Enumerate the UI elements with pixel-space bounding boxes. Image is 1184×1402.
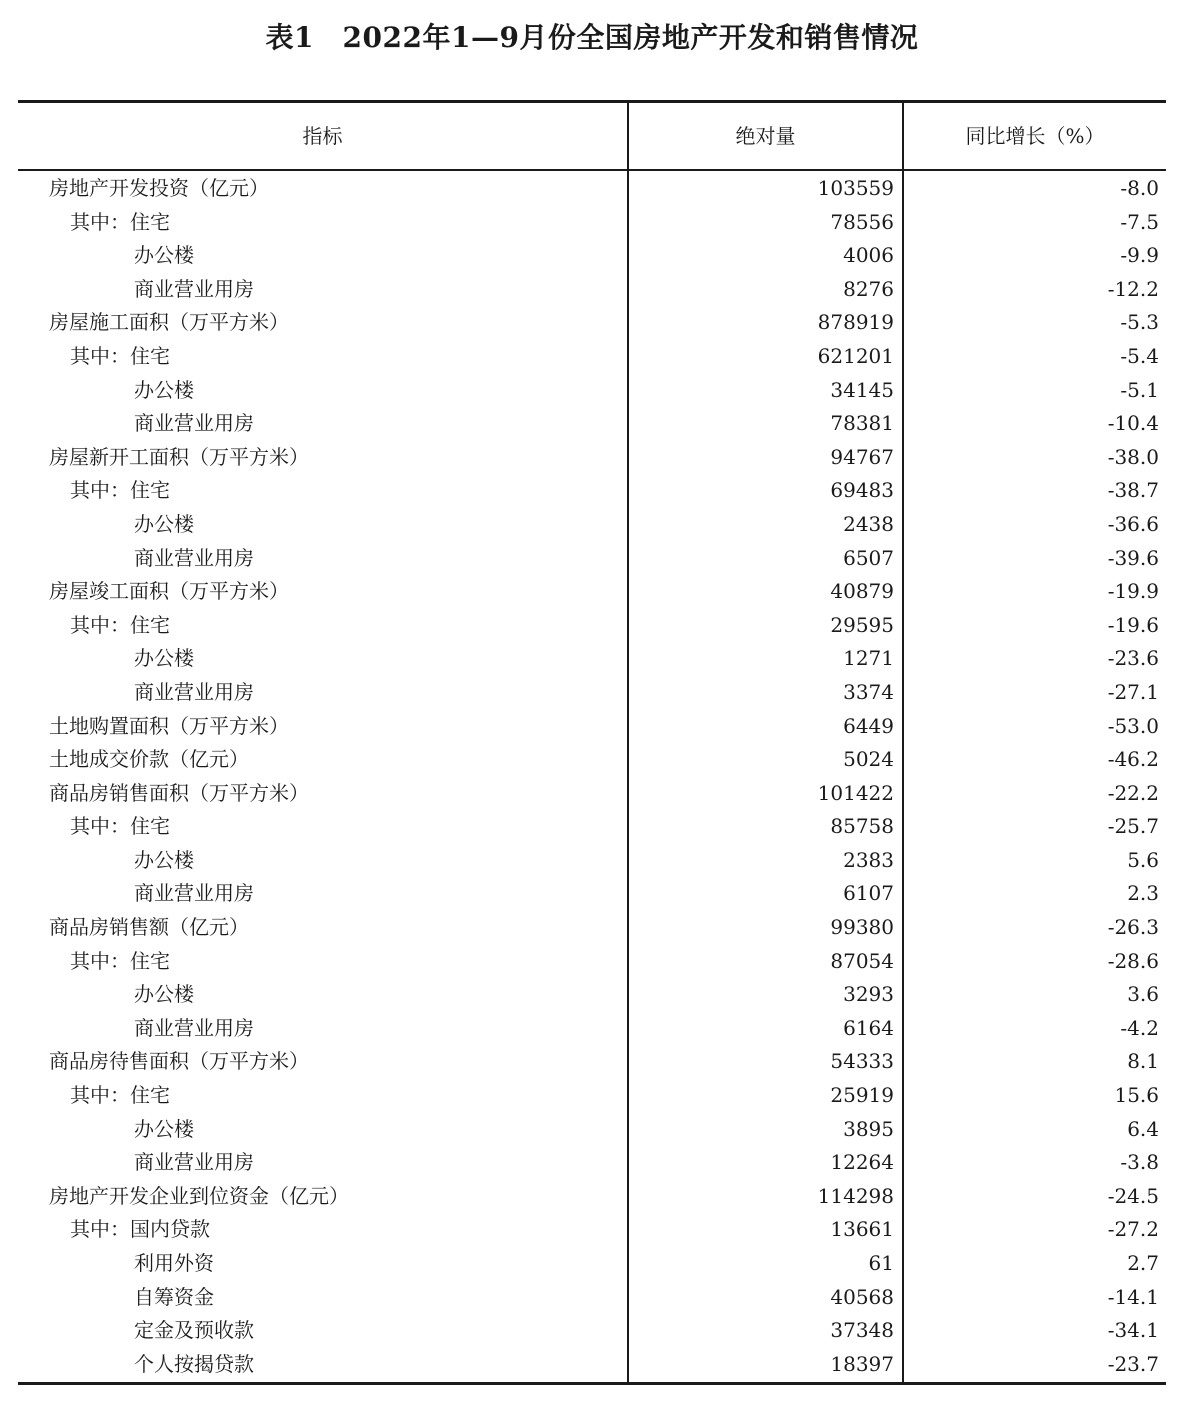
row-label: 商品房销售面积（万平方米） — [49, 780, 309, 805]
row-absolute-value: 8276 — [843, 276, 894, 301]
row-yoy-growth: -10.4 — [1107, 411, 1159, 436]
row-absolute-value: 103559 — [817, 176, 894, 200]
table-row — [18, 642, 1166, 676]
row-label: 办公楼 — [134, 1116, 194, 1141]
row-yoy-growth: -23.7 — [1107, 1351, 1159, 1376]
row-yoy-growth: -5.3 — [1120, 310, 1159, 335]
column-header-absolute: 绝对量 — [735, 124, 796, 148]
row-label: 商业营业用房 — [134, 411, 254, 436]
table-row — [18, 1012, 1166, 1046]
row-absolute-value: 94767 — [830, 444, 894, 469]
row-yoy-growth: -23.6 — [1107, 646, 1159, 671]
row-yoy-growth: -36.6 — [1107, 511, 1159, 536]
row-yoy-growth: 2.7 — [1127, 1251, 1159, 1275]
row-absolute-value: 29595 — [830, 612, 894, 637]
table-row — [18, 374, 1166, 408]
row-yoy-growth: -4.2 — [1120, 1015, 1159, 1040]
row-label: 商品房待售面积（万平方米） — [49, 1049, 309, 1074]
bottom-rule — [18, 1382, 1166, 1385]
row-yoy-growth: -19.9 — [1107, 579, 1159, 604]
row-yoy-growth: -25.7 — [1107, 814, 1159, 839]
row-absolute-value: 6449 — [843, 713, 894, 738]
row-label: 办公楼 — [134, 847, 194, 872]
row-yoy-growth: 6.4 — [1127, 1116, 1159, 1141]
table-row — [18, 877, 1166, 911]
row-absolute-value: 6107 — [843, 881, 894, 906]
row-yoy-growth: -24.5 — [1107, 1183, 1159, 1208]
row-yoy-growth: -28.6 — [1107, 948, 1159, 973]
table-row — [18, 1045, 1166, 1079]
row-yoy-growth: -27.2 — [1107, 1217, 1159, 1242]
table-row — [18, 508, 1166, 542]
row-label: 商品房销售额（亿元） — [49, 915, 249, 940]
row-label: 房屋施工面积（万平方米） — [49, 310, 289, 335]
table-row — [18, 743, 1166, 777]
row-absolute-value: 3895 — [843, 1116, 894, 1141]
row-yoy-growth: -5.1 — [1120, 377, 1159, 402]
row-absolute-value: 85758 — [830, 814, 894, 839]
row-absolute-value: 40879 — [830, 579, 894, 604]
row-label: 其中：住宅 — [70, 343, 170, 368]
row-yoy-growth: -26.3 — [1107, 915, 1159, 940]
row-label: 房地产开发企业到位资金（亿元） — [49, 1183, 349, 1208]
row-absolute-value: 878919 — [817, 310, 894, 335]
row-absolute-value: 6507 — [843, 545, 894, 570]
row-label: 商业营业用房 — [134, 276, 254, 301]
row-absolute-value: 2438 — [843, 511, 894, 536]
table-row — [18, 239, 1166, 273]
table-row — [18, 273, 1166, 307]
row-absolute-value: 3374 — [843, 679, 894, 704]
row-yoy-growth: -19.6 — [1107, 612, 1159, 637]
row-label: 办公楼 — [134, 377, 194, 402]
column-header-yoy: 同比增长（%） — [965, 124, 1105, 148]
row-absolute-value: 18397 — [830, 1351, 894, 1376]
row-absolute-value: 1271 — [843, 646, 894, 671]
row-absolute-value: 99380 — [830, 915, 894, 940]
row-label: 商业营业用房 — [134, 679, 254, 704]
table-row — [18, 542, 1166, 576]
column-header-indicator: 指标 — [302, 124, 343, 148]
row-yoy-growth: -53.0 — [1107, 713, 1159, 738]
row-label: 其中：住宅 — [70, 612, 170, 637]
table-row — [18, 1079, 1166, 1113]
row-label: 商业营业用房 — [134, 1150, 254, 1175]
row-yoy-growth: -38.0 — [1107, 444, 1159, 469]
row-absolute-value: 78556 — [830, 209, 894, 234]
table-row — [18, 609, 1166, 643]
table-row — [18, 710, 1166, 744]
row-label: 其中：住宅 — [70, 478, 170, 503]
row-yoy-growth: -38.7 — [1107, 478, 1159, 503]
row-label: 办公楼 — [134, 646, 194, 671]
row-absolute-value: 87054 — [830, 948, 894, 973]
row-label: 其中：住宅 — [70, 814, 170, 839]
row-absolute-value: 2383 — [843, 847, 894, 872]
row-label: 其中：住宅 — [70, 948, 170, 973]
table-row — [18, 575, 1166, 609]
row-yoy-growth: -8.0 — [1120, 176, 1159, 200]
table-title: 表1 2022年1—9月份全国房地产开发和销售情况 — [265, 21, 919, 54]
row-label: 其中：国内贷款 — [70, 1217, 210, 1242]
row-absolute-value: 101422 — [817, 780, 894, 805]
row-yoy-growth: 2.3 — [1127, 881, 1159, 906]
row-absolute-value: 61 — [868, 1251, 894, 1275]
table-row — [18, 1314, 1166, 1348]
row-absolute-value: 12264 — [830, 1150, 894, 1175]
row-label: 房屋新开工面积（万平方米） — [49, 444, 309, 469]
row-label: 其中：住宅 — [70, 209, 170, 234]
table-row — [18, 945, 1166, 979]
table-row — [18, 441, 1166, 475]
row-label: 办公楼 — [134, 243, 194, 268]
row-yoy-growth: -7.5 — [1120, 209, 1159, 234]
row-absolute-value: 621201 — [817, 343, 894, 368]
row-yoy-growth: -3.8 — [1120, 1150, 1159, 1175]
row-yoy-growth: -9.9 — [1120, 243, 1159, 268]
table-row — [18, 1213, 1166, 1247]
row-absolute-value: 4006 — [843, 243, 894, 268]
table-row — [18, 1348, 1166, 1382]
row-absolute-value: 114298 — [817, 1183, 894, 1208]
row-label: 商业营业用房 — [134, 545, 254, 570]
row-absolute-value: 78381 — [830, 411, 894, 436]
row-yoy-growth: -22.2 — [1107, 780, 1159, 805]
table-row — [18, 810, 1166, 844]
row-absolute-value: 54333 — [830, 1049, 894, 1074]
row-label: 房地产开发投资（亿元） — [49, 176, 269, 200]
row-yoy-growth: -39.6 — [1107, 545, 1159, 570]
table-row — [18, 1113, 1166, 1147]
row-label: 土地成交价款（亿元） — [49, 747, 249, 772]
row-yoy-growth: -5.4 — [1120, 343, 1159, 368]
row-absolute-value: 13661 — [830, 1217, 894, 1242]
row-label: 定金及预收款 — [134, 1318, 254, 1343]
row-label: 个人按揭贷款 — [134, 1351, 254, 1376]
row-yoy-growth: -14.1 — [1107, 1284, 1159, 1309]
row-label: 房屋竣工面积（万平方米） — [49, 579, 289, 604]
row-label: 办公楼 — [134, 982, 194, 1007]
table-row — [18, 206, 1166, 240]
row-label: 利用外资 — [134, 1251, 214, 1275]
table-row — [18, 407, 1166, 441]
row-yoy-growth: 3.6 — [1127, 982, 1159, 1007]
row-absolute-value: 40568 — [830, 1284, 894, 1309]
table-row — [18, 1281, 1166, 1315]
row-absolute-value: 3293 — [843, 982, 894, 1007]
table-body — [18, 172, 1166, 1381]
row-yoy-growth: 15.6 — [1114, 1083, 1159, 1108]
row-label: 土地购置面积（万平方米） — [49, 713, 289, 738]
row-label: 办公楼 — [134, 511, 194, 536]
row-yoy-growth: -12.2 — [1107, 276, 1159, 301]
table-row — [18, 1146, 1166, 1180]
header-rule — [18, 169, 1166, 171]
table-row — [18, 777, 1166, 811]
row-yoy-growth: 8.1 — [1127, 1049, 1159, 1074]
row-label: 商业营业用房 — [134, 1015, 254, 1040]
row-absolute-value: 25919 — [830, 1083, 894, 1108]
row-absolute-value: 6164 — [843, 1015, 894, 1040]
row-label: 商业营业用房 — [134, 881, 254, 906]
table-row — [18, 1180, 1166, 1214]
row-absolute-value: 5024 — [843, 747, 894, 772]
table-row — [18, 676, 1166, 710]
row-yoy-growth: 5.6 — [1127, 847, 1159, 872]
row-absolute-value: 34145 — [830, 377, 894, 402]
table-row — [18, 306, 1166, 340]
row-yoy-growth: -46.2 — [1107, 747, 1159, 772]
row-absolute-value: 37348 — [830, 1318, 894, 1343]
table-row — [18, 172, 1166, 206]
table-row — [18, 1247, 1166, 1281]
row-label: 自筹资金 — [134, 1284, 214, 1309]
table-row — [18, 978, 1166, 1012]
row-label: 其中：住宅 — [70, 1083, 170, 1108]
row-yoy-growth: -27.1 — [1107, 679, 1159, 704]
table-row — [18, 844, 1166, 878]
row-absolute-value: 69483 — [830, 478, 894, 503]
row-yoy-growth: -34.1 — [1107, 1318, 1159, 1343]
table-row — [18, 474, 1166, 508]
table-row — [18, 340, 1166, 374]
table-row — [18, 911, 1166, 945]
